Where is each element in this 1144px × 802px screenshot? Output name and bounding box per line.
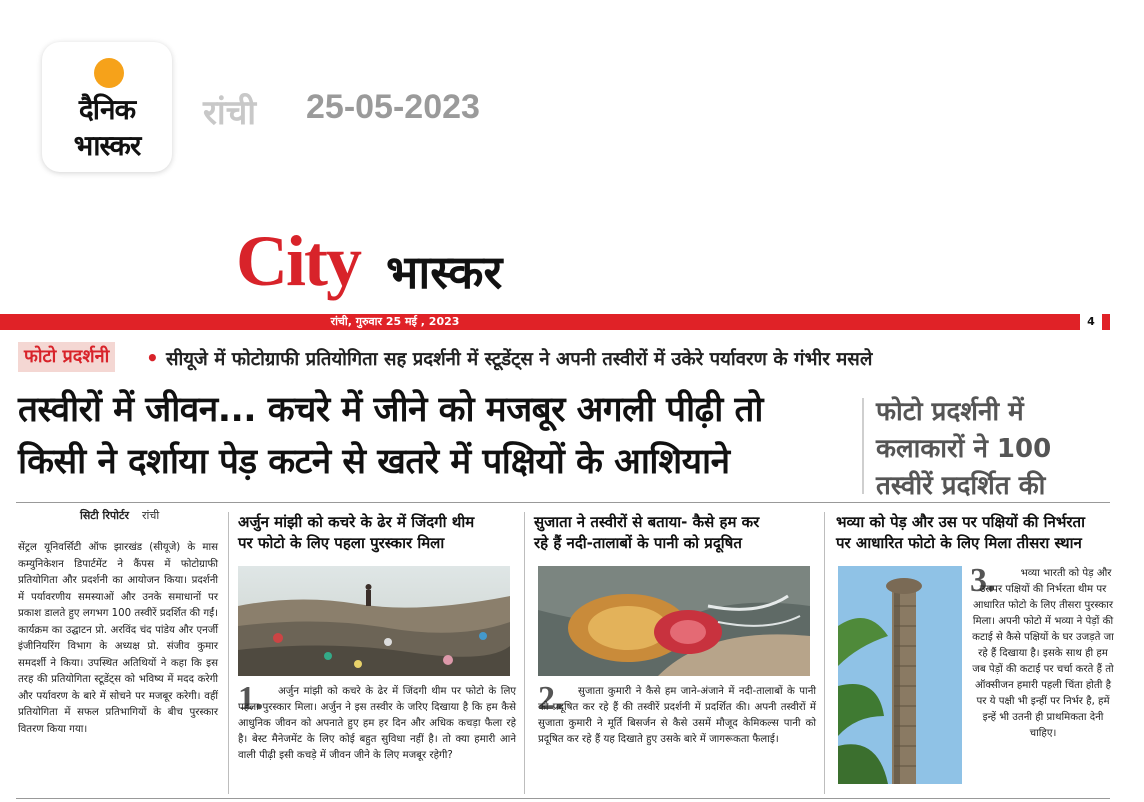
masthead-dateline: रांची, गुरुवार 25 मई , 2023 <box>330 315 460 328</box>
masthead-city: City <box>236 221 360 301</box>
headline-line-2: किसी ने दर्शाया पेड़ कटने से खतरे में पक्षियों के आशियाने <box>18 442 730 482</box>
kicker-label: फोटो प्रदर्शनी <box>18 342 115 372</box>
edition-city: रांची <box>203 93 257 133</box>
story-3-photo-palm-tree <box>838 566 962 784</box>
story-1-title-line-1: अर्जुन मांझी को कचरे के ढेर में जिंदगी थीम <box>238 513 475 531</box>
story-1-title <box>238 512 520 554</box>
story-2-title-line-1: सुजाता ने तस्वीरों से बताया- कैसे हम कर <box>534 513 760 531</box>
logo-text-bhaskar: भास्कर <box>73 129 141 162</box>
kicker-text: सीयूजे में फोटोग्राफी प्रतियोगिता सह प्रदर्शनी में स्टूडेंट्स ने अपनी तस्वीरों में उकेरे पर्यावरण के गंभीर मसले <box>166 349 873 370</box>
kicker-bullet: • <box>146 346 159 370</box>
story-3-title-line-2: पर आधारित फोटो के लिए मिला तीसरा स्थान <box>836 534 1082 552</box>
story-1-number: 1. <box>238 680 264 717</box>
story-3-title <box>836 512 1126 554</box>
column-separator <box>824 512 825 794</box>
section-divider <box>16 502 1110 503</box>
story-1-photo-garbage-dump <box>238 566 510 676</box>
page-number: 4 <box>1080 314 1102 330</box>
masthead-bhaskar: भास्कर <box>386 245 503 299</box>
column-separator <box>524 512 525 794</box>
headline-line-1: तस्वीरों में जीवन... कचरे में जीने को मजबूर अगली पीढ़ी तो <box>18 390 763 430</box>
story-3-number: 3. <box>970 562 996 599</box>
page-bottom-rule <box>16 798 1110 799</box>
sun-icon <box>94 58 124 88</box>
byline-place: रांची <box>142 509 160 522</box>
edition-date: 25-05-2023 <box>306 88 480 126</box>
side-headline-line-3: तस्वीरें प्रदर्शित की <box>876 471 1046 501</box>
side-headline-line-2: कलाकारों ने 100 <box>876 434 1052 464</box>
story-1-title-line-2: पर फोटो के लिए पहला पुरस्कार मिला <box>238 534 445 552</box>
side-headline <box>876 394 1106 505</box>
story-2-photo-idol-immersion <box>538 566 810 676</box>
headline-divider <box>862 398 864 494</box>
side-headline-line-1: फोटो प्रदर्शनी में <box>876 397 1024 427</box>
story-2-title-line-2: रहे हैं नदी-तालाबों के पानी को प्रदूषित <box>534 534 742 552</box>
story-3-title-line-1: भव्या को पेड़ और उस पर पक्षियों की निर्भरता <box>836 513 1085 531</box>
logo-text-dainik: दैनिक <box>78 93 136 126</box>
story-2-title <box>534 512 820 554</box>
story-3-body: भव्या भारती को पेड़ और उसपर पक्षियों की निर्भरता थीम पर आधारित फोटो के लिए तीसरा पुरस्कार मिला। अपनी फोटो में भव्या ने पेड़ों की कटाई से कैसे पक्षियों के घर उजड़ते जा रहे हैं दिखाया है। इसके साथ ही हम जब पेड़ों की कटाई पर चर्चा करते हैं तो ऑक्सीजन हमारी पहली चिंता होती है पर ये पक्षी भी इन्हीं पर निर्भर है, हमें इन्हें भी उतनी ही प्राथमिकता देनी चाहिए। <box>972 568 1114 739</box>
story-1-body: अर्जुन मांझी को कचरे के ढेर में जिंदगी थीम पर फोटो के लिए पहला पुरस्कार मिला। अर्जुन ने इस तस्वीर के जरिए दिखाया है कि हम कैसे आधुनिक जीवन को अपनाते हुए हम हर दिन और अधिक कचड़ा फैला रहे है। बेस्ट मैनेजमेंट के लिए कोई बहुत सुविधा नहीं है। तो क्या हमारी आने वाली पीढ़ी इसी कचड़े में जीवन जीने के लिए मजबूर रहेगी? <box>238 686 516 761</box>
story-2-number: 2. <box>538 680 564 717</box>
intro-text: सेंट्रल यूनिवर्सिटी ऑफ झारखंड (सीयूजे) के मास कम्युनिकेशन डिपार्टमेंट ने कैंपस में फोटोग्राफी प्रतियोगिता और प्रदर्शनी का आयोजन किया। प्रदर्शनी में पर्यावरणीय समस्याओं और उनके समाधानों पर प्रकाश डालते हुए लगभग 100 तस्वीरें प्रदर्शित की गईं। कार्यक्रम का उद्घाटन प्रो. अरविंद चंद पांडेय और एनर्जी इंजीनियरिंग विभाग के अध्यक्ष प्रो. संजीव कुमार समदर्शी ने किया। उपस्थित अतिथियों ने कहा कि इस तरह की प्रतियोगिता स्टूडेंट्स को भविष्य में मदद करेगी और पर्यावरण के बारे में सोचने पर मजबूर करेगी। वहीं प्रतियोगिता में सफल प्रतिभागियों के बीच पुरस्कार वितरण किया गया। <box>18 542 218 735</box>
dainik-bhaskar-logo <box>42 42 172 172</box>
byline-reporter: सिटी रिपोर्टर <box>80 509 129 522</box>
column-separator <box>228 512 229 794</box>
story-2-body: सुजाता कुमारी ने कैसे हम जाने-अंजाने में नदी-तालाबों के पानी को प्रदूषित कर रहे हैं की तस्वीरें प्रदर्शनी में प्रदर्शित की। अपनी तस्वीरों में सुजाता कुमारी ने मूर्ति बिसर्जन से कैसे उसमें मौजूद केमिकल्स पानी को प्रदूषित कर रहे हैं यह दिखाते हुए उसके बारे में जागरूकता फैलाई। <box>538 686 816 745</box>
headline <box>18 384 854 488</box>
